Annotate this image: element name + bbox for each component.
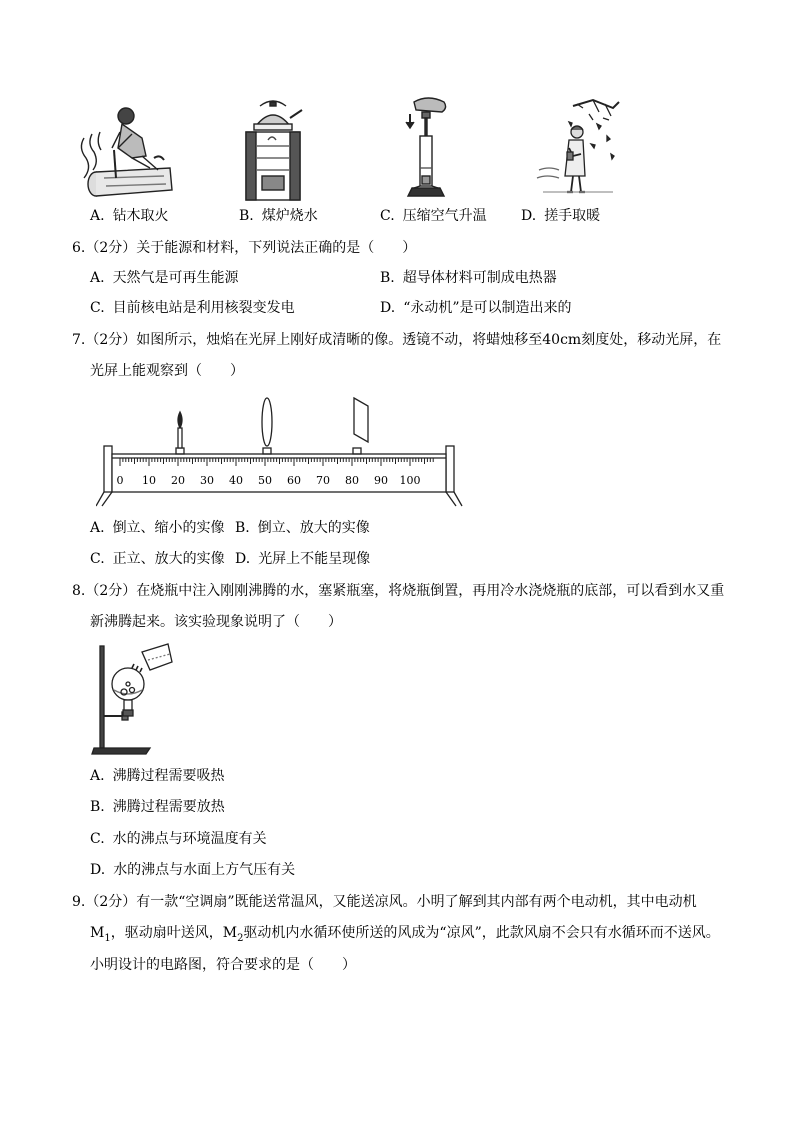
q7-stem-line1: 7.（2分）如图所示，烛焰在光屏上刚好成清晰的像。透镜不动，将蜡烛移至40cm刻度处，移动光屏，在 <box>72 332 722 348</box>
q7-option-a: A. 倒立、缩小的实像 <box>90 520 225 536</box>
ruler-tick-label: 20 <box>171 474 185 487</box>
q7-option-c: C. 正立、放大的实像 <box>90 551 225 567</box>
ruler-tick-label: 10 <box>142 474 156 487</box>
q5-option-a: A. 钻木取火 <box>90 208 169 224</box>
q9-stem-line1: 9.（2分）有一款“空调扇”既能送常温风，又能送凉风。小明了解到其内部有两个电动机，其中电动机 <box>72 894 697 910</box>
q7-option-b: B. 倒立、放大的实像 <box>235 520 370 536</box>
q6-option-c: C. 目前核电站是利用核裂变发电 <box>90 300 295 316</box>
coal-stove-kettle-image <box>240 96 306 202</box>
ruler-tick-label: 0 <box>116 474 124 487</box>
q8-stem-line2: 新沸腾起来。该实验现象说明了（ ） <box>90 614 342 630</box>
ruler-tick-label: 30 <box>200 474 214 487</box>
q8-stem-line1: 8.（2分）在烧瓶中注入刚刚沸腾的水，塞紧瓶塞，将烧瓶倒置，再用冷水浇烧瓶的底部，可以看到水又重 <box>72 583 725 599</box>
compressed-air-cylinder-image <box>400 96 452 202</box>
rubbing-hands-warm-image <box>533 96 621 200</box>
q8-option-b: B. 沸腾过程需要放热 <box>90 799 225 815</box>
q6-option-d: D. “永动机”是可以制造出来的 <box>380 300 572 316</box>
q8-option-a: A. 沸腾过程需要吸热 <box>90 768 225 784</box>
ruler-tick-label: 40 <box>229 474 243 487</box>
ruler-tick-label: 90 <box>374 474 388 487</box>
q9-stem-line2: $M_1$，驱动扇叶送风，$M_2$驱动机内水循环使所送的风成为“凉风”，此款风扇不会只有水循环而不送风。 <box>90 925 720 944</box>
ruler-tick-label: 80 <box>345 474 359 487</box>
q6-stem: 6.（2分）关于能源和材料，下列说法正确的是（ ） <box>72 240 417 256</box>
q5-option-c: C. 压缩空气升温 <box>380 208 487 224</box>
ruler-tick-label: 100 <box>399 474 421 487</box>
ruler-tick-label: 50 <box>258 474 272 487</box>
drilling-wood-fire-image <box>74 98 178 202</box>
optical-bench-diagram <box>96 388 466 512</box>
q8-option-c: C. 水的沸点与环境温度有关 <box>90 831 267 847</box>
q9-stem-line3: 小明设计的电路图，符合要求的是（ ） <box>90 957 356 973</box>
ruler-tick-label: 60 <box>287 474 301 487</box>
q5-option-b: B. 煤炉烧水 <box>239 208 318 224</box>
ruler-tick-label: 70 <box>316 474 330 487</box>
q6-option-b: B. 超导体材料可制成电热器 <box>380 270 557 286</box>
q7-stem-line2: 光屏上能观察到（ ） <box>90 363 244 379</box>
q6-option-a: A. 天然气是可再生能源 <box>90 270 239 286</box>
q7-option-d: D. 光屏上不能呈现像 <box>235 551 371 567</box>
boiling-flask-apparatus-image <box>90 638 176 756</box>
q8-option-d: D. 水的沸点与水面上方气压有关 <box>90 862 296 878</box>
q5-option-d: D. 搓手取暖 <box>521 208 601 224</box>
